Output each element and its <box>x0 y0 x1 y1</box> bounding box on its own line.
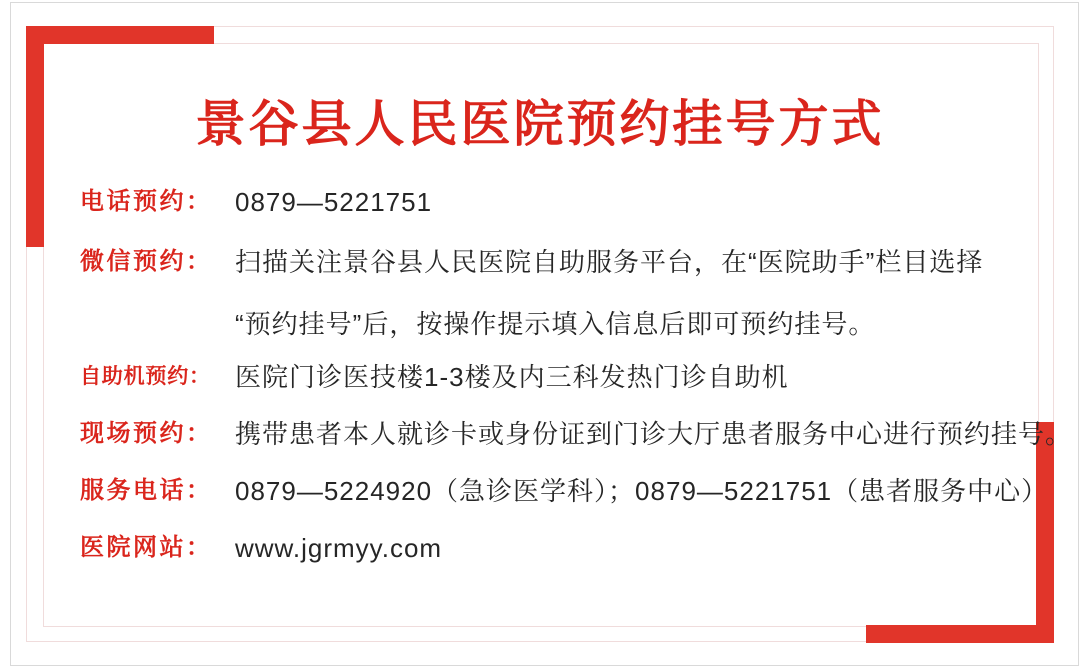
row-label-service-phone: 服务电话： <box>80 477 210 504</box>
row-label-kiosk-booking: 自助机预约： <box>80 365 210 388</box>
row-content-wechat-booking-line2: “预约挂号”后，按操作提示填入信息后即可预约挂号。 <box>235 309 876 339</box>
row-label-hospital-website: 医院网站： <box>80 534 210 561</box>
row-content-kiosk-booking: 医院门诊医技楼1-3楼及内三科发热门诊自助机 <box>235 362 789 392</box>
row-content-phone-booking: 0879—5221751 <box>235 187 433 217</box>
row-content-service-phone: 0879—5224920（急诊医学科）；0879—5221751（患者服务中心） <box>235 476 1049 506</box>
row-onsite-booking <box>80 418 1072 450</box>
row-label-wechat-booking: 微信预约： <box>80 248 210 275</box>
row-wechat-booking <box>80 246 983 278</box>
row-content-wechat-booking-line1: 扫描关注景谷县人民医院自助服务平台，在“医院助手”栏目选择 <box>235 247 984 277</box>
bottom-right-corner-bracket-vertical <box>1036 422 1054 643</box>
row-phone-booking <box>80 186 432 218</box>
row-content-onsite-booking: 携带患者本人就诊卡或身份证到门诊大厅患者服务中心进行预约挂号。 <box>235 419 1073 449</box>
row-kiosk-booking <box>80 361 789 393</box>
row-content-hospital-website: www.jgrmyy.com <box>235 533 443 563</box>
row-label-phone-booking: 电话预约： <box>80 188 210 215</box>
row-wechat-booking-continuation <box>235 308 875 340</box>
row-label-onsite-booking: 现场预约： <box>80 420 210 447</box>
top-left-corner-bracket-horizontal <box>26 26 214 44</box>
row-hospital-website <box>80 532 442 564</box>
row-service-phone <box>80 475 1048 507</box>
poster-title: 景谷县人民医院预约挂号方式 <box>195 96 885 152</box>
bottom-right-corner-bracket-horizontal <box>866 625 1054 643</box>
